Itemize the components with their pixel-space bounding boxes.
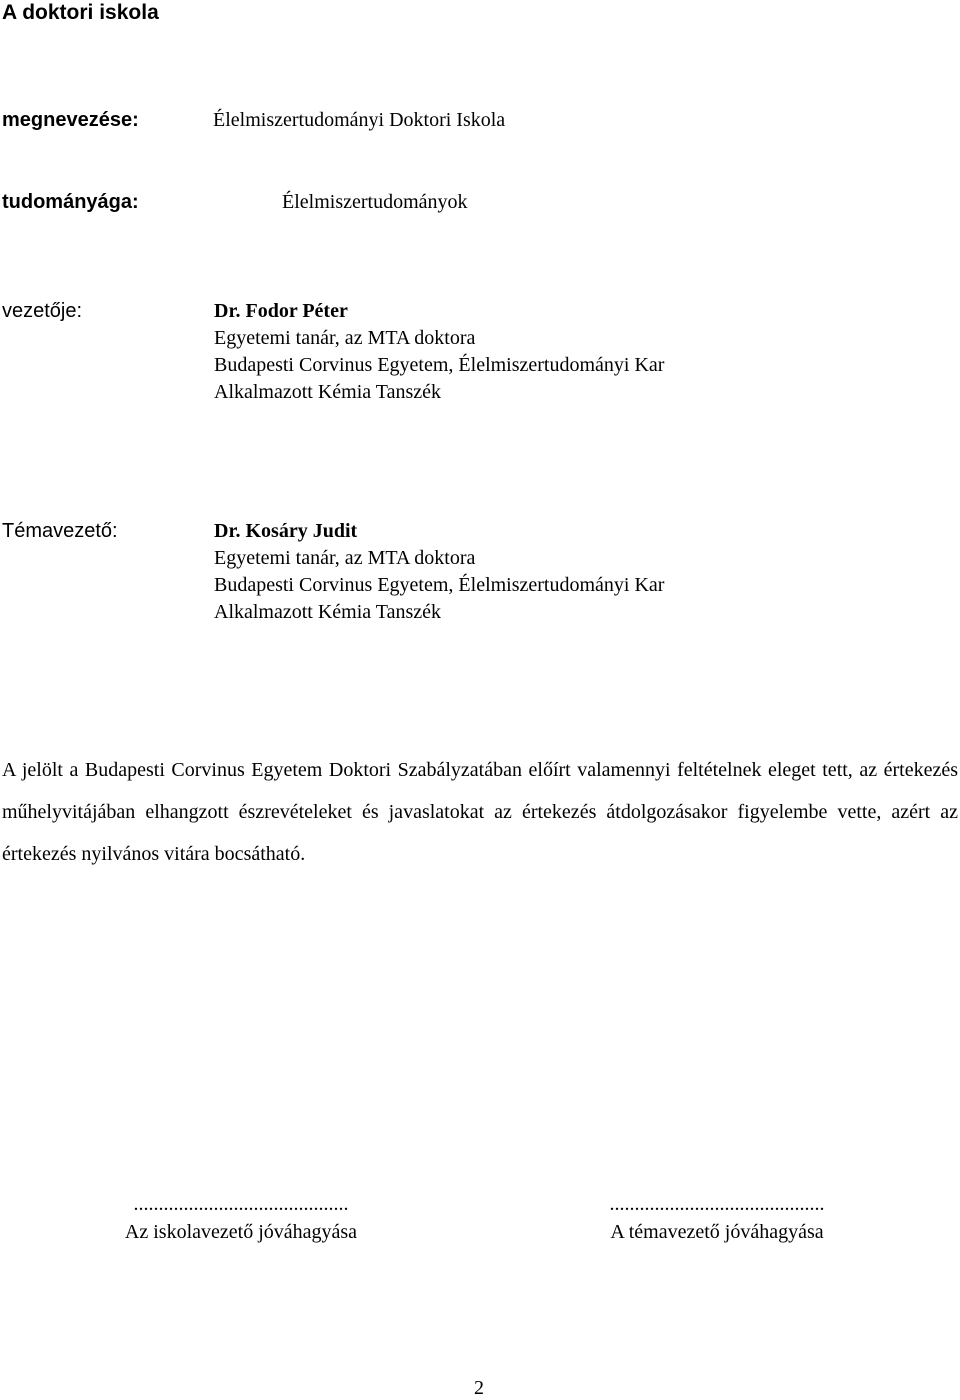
supervisor-department: Alkalmazott Kémia Tanszék [214,601,442,623]
supervisor-label: Témavezető: [2,520,118,542]
school-name-value: Élelmiszertudományi Doktori Iskola [213,109,506,131]
supervisor-signature [536,1193,898,1245]
school-field-value: Élelmiszertudományok [282,191,468,213]
school-head-signature-line: ........................................... [133,1193,349,1215]
supervisor-signature-caption: A témavezető jóváhagyása [610,1221,824,1243]
head-label: vezetője: [2,300,83,322]
supervisor-signature-line: ........................................... [609,1193,825,1215]
supervisor-details [214,518,664,626]
head-title: Egyetemi tanár, az MTA doktora [214,327,476,349]
school-name-label: megnevezése: [2,109,139,131]
approval-statement: A jelölt a Budapesti Corvinus Egyetem Doktori Szabályzatában előírt valamennyi feltételnek eleget tett, az értekezés műhelyvitájában elhangzott észrevételeket és javaslatokat az értekezés átdolgozásakor figyelembe vette, azért az értekezés nyilvános vitára bocsátható. [2,759,958,865]
section-heading: A doktori iskola [2,1,159,24]
school-head-signature-caption: Az iskolavezető jóváhagyása [124,1221,358,1243]
head-details [214,298,664,406]
supervisor-title: Egyetemi tanár, az MTA doktora [214,547,476,569]
school-head-signature [60,1193,422,1245]
head-name: Dr. Fodor Péter [214,300,348,322]
head-institution: Budapesti Corvinus Egyetem, Élelmiszertudományi Kar [214,354,665,376]
school-field-label: tudományága: [2,191,139,213]
supervisor-institution: Budapesti Corvinus Egyetem, Élelmiszertudományi Kar [214,574,665,596]
supervisor-name: Dr. Kosáry Judit [214,520,358,542]
head-department: Alkalmazott Kémia Tanszék [214,381,442,403]
page-number: 2 [474,1377,484,1399]
